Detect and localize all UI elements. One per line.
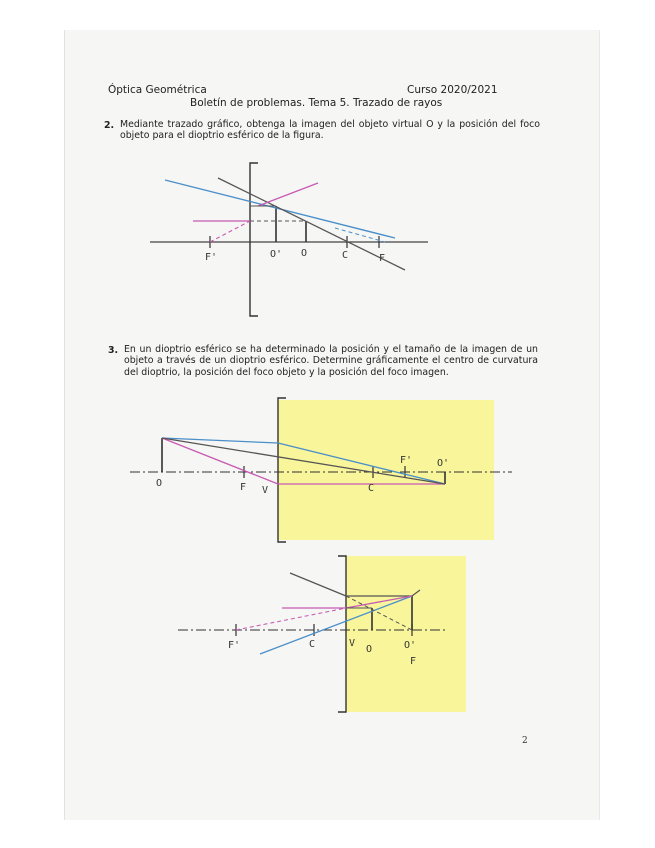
label-o-prime: O' <box>437 458 450 469</box>
label-v: V <box>349 638 356 649</box>
problem-3-number: 3. <box>108 345 119 356</box>
label-v: V <box>262 485 269 496</box>
label-f-prime: F' <box>400 455 413 466</box>
page-number: 2 <box>522 736 528 746</box>
refracting-surface <box>338 556 346 712</box>
highlight-region <box>346 556 466 712</box>
problem-2-number: 2. <box>104 120 115 131</box>
problem-3-text: En un dioptrio esférico se ha determinado la posición y el tamaño de la imagen de un objeto a través de un dioptrio esférico. Determine gráficamente el centro de curvatura del dioptrio, la posición del foco objeto y la posición del foco imagen. <box>124 344 538 378</box>
header-course-name: Óptica Geométrica <box>108 84 207 96</box>
label-f: F <box>410 656 417 667</box>
label-o: O <box>156 478 163 489</box>
label-o-prime: O' <box>270 249 283 260</box>
label-o: O <box>366 644 373 655</box>
label-f-prime: F' <box>205 252 218 263</box>
problem-2-text: Mediante trazado gráfico, obtenga la imagen del objeto virtual O y la posición del foco objeto para el dioptrio esférico de la figura. <box>120 119 540 142</box>
header-subtitle: Boletín de problemas. Tema 5. Trazado de rayos <box>190 97 443 109</box>
label-c: C <box>368 483 375 494</box>
header-course-year: Curso 2020/2021 <box>407 84 498 96</box>
label-f-prime: F' <box>228 640 241 651</box>
label-c: C <box>342 250 349 261</box>
pink-ray-dashed <box>236 608 346 630</box>
label-f: F <box>379 253 386 264</box>
gray-ray-incident <box>290 573 346 596</box>
label-o-prime: O' <box>404 640 417 651</box>
label-c: C <box>309 639 316 650</box>
label-o: O <box>301 248 308 259</box>
label-f: F <box>240 482 247 493</box>
